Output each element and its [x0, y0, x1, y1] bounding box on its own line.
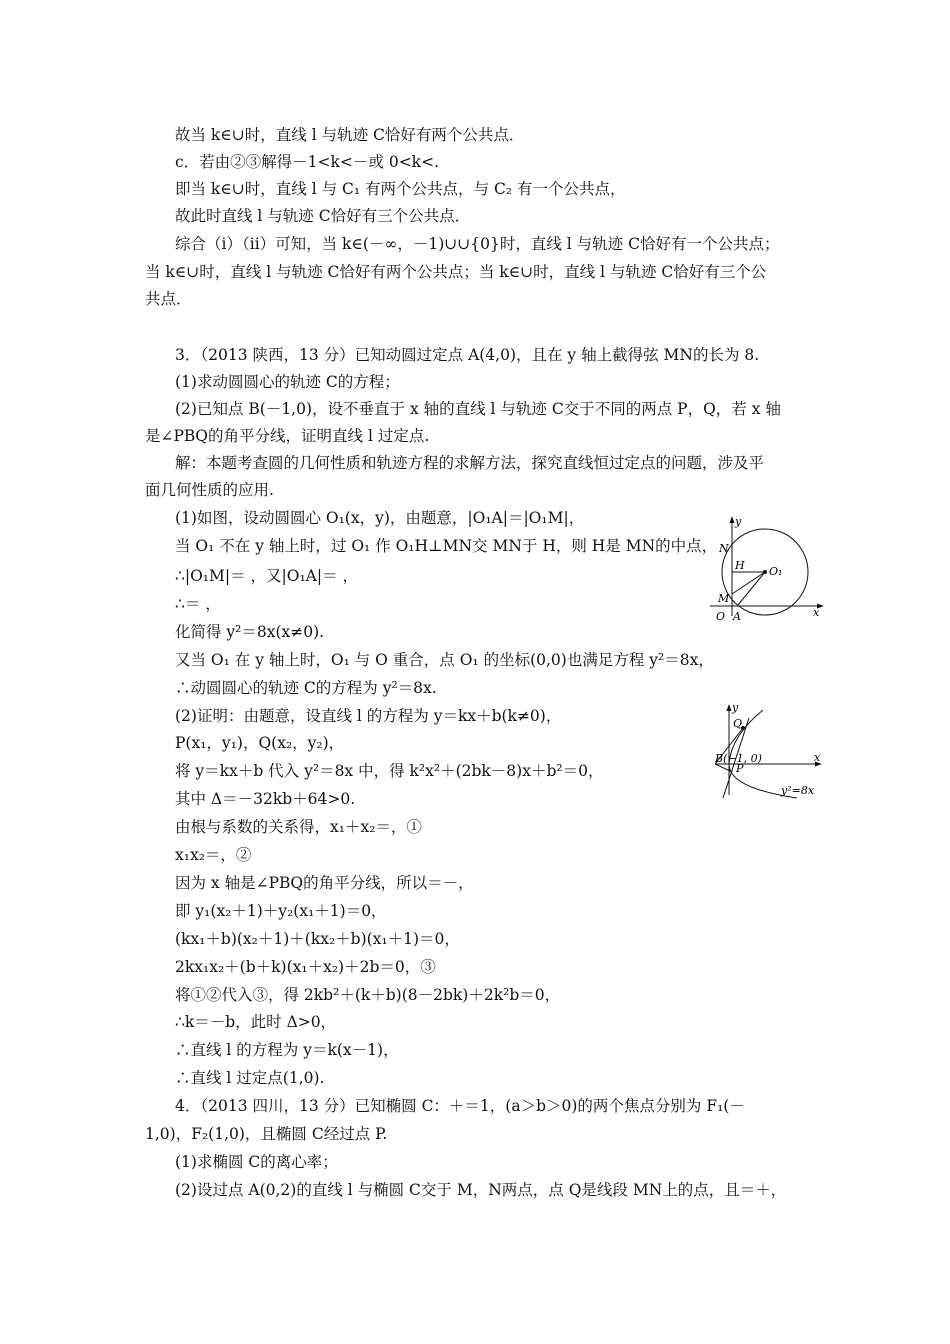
text-line: 其中 Δ＝－32kb＋64>0.	[175, 790, 356, 808]
circle-figure	[700, 512, 830, 627]
text-line: 化简得 y²＝8x(x≠0).	[175, 623, 325, 641]
segment-o1a	[738, 572, 765, 605]
text-line: 故此时直线 l 与轨迹 C恰好有三个公共点．	[175, 207, 471, 225]
n-label: N	[719, 542, 729, 555]
segment-o1m	[732, 572, 765, 594]
y-label: y	[732, 701, 739, 714]
h-label: H	[735, 559, 745, 572]
text-line: 面几何性质的应用.	[145, 481, 274, 499]
text-line: 1,0)，F₂(1,0)，且椭圆 C经过点 P.	[145, 1125, 388, 1143]
text-line: (2)证明：由题意，设直线 l 的方程为 y＝kx＋b(k≠0)，	[175, 707, 562, 725]
text-line: 共点．	[145, 290, 192, 308]
text-line: (2)设过点 A(0,2)的直线 l 与椭圆 C交于 M，N两点，点 Q是线段 MN上的点，且＝＋，	[175, 1181, 787, 1199]
text-line: 是∠PBQ的角平分线，证明直线 l 过定点.	[145, 427, 430, 445]
text-line: 由根与系数的关系得，x₁＋x₂＝，①	[175, 818, 422, 836]
text-line: (1)求动圆圆心的轨迹 C的方程；	[175, 373, 400, 391]
text-line: 因为 x 轴是∠PBQ的角平分线，所以＝－，	[175, 874, 474, 892]
text-line: x₁x₂＝，②	[175, 846, 252, 864]
text-line: ∴k＝－b，此时 Δ>0，	[175, 1013, 337, 1031]
text-line: ∴|O₁M|＝ ，又|O₁A|＝ ，	[175, 567, 359, 585]
a-label: A	[733, 610, 741, 623]
x-label: x	[813, 606, 820, 619]
parabola-figure	[715, 700, 825, 800]
text-line: 综合（ⅰ）（ⅱ）可知，当 k∈(－∞，－1)∪∪{0}时，直线 l 与轨迹 C恰好有一个公共点；	[175, 235, 780, 253]
text-line: (2)已知点 B(－1,0)，设不垂直于 x 轴的直线 l 与轨迹 C交于不同的两点 P，Q，若 x 轴	[175, 400, 781, 418]
curve-label: y²=8x	[781, 784, 815, 797]
text-line: 当 O₁ 不在 y 轴上时，过 O₁ 作 O₁H⊥MN交 MN于 H，则 H是 MN的中点，	[175, 537, 718, 555]
q-label: Q	[733, 717, 743, 730]
text-line: ∴动圆圆心的轨迹 C的方程为 y²＝8x.	[175, 679, 437, 697]
text-line: (1)如图，设动圆圆心 O₁(x，y)，由题意，|O₁A|＝|O₁M|，	[175, 509, 585, 527]
text-line: 故当 k∈∪时，直线 l 与轨迹 C恰好有两个公共点．	[175, 126, 525, 144]
text-line: (1)求椭圆 C的离心率；	[175, 1153, 338, 1171]
text-line: c．若由②③解得－1<k<－或 0<k<.	[175, 153, 439, 171]
b-label: B(−1, 0)	[715, 752, 762, 765]
text-line: (kx₁＋b)(x₂＋1)＋(kx₂＋b)(x₁＋1)＝0，	[175, 930, 460, 948]
problem-3-title: 3．（2013 陕西，13 分）已知动圆过定点 A(4,0)，且在 y 轴上截得弦 MN的长为 8.	[175, 346, 760, 364]
text-line: 即 y₁(x₂＋1)＋y₂(x₁＋1)＝0，	[175, 902, 387, 920]
text-line: 当 k∈∪时，直线 l 与轨迹 C恰好有两个公共点；当 k∈∪时，直线 l 与轨迹 C恰好有三个公	[145, 263, 767, 281]
y-axis-arrow	[727, 704, 732, 711]
text-line: ∴直线 l 过定点(1,0).	[175, 1069, 325, 1087]
p-label: P	[736, 762, 744, 775]
text-line: 2kx₁x₂＋(b＋k)(x₁＋x₂)＋2b＝0，③	[175, 958, 436, 976]
text-line: P(x₁，y₁)，Q(x₂，y₂)，	[175, 734, 345, 752]
text-line: ∴＝ ，	[175, 595, 221, 613]
o-label: O	[716, 610, 726, 623]
center-point	[763, 570, 767, 574]
x-label: x	[814, 751, 821, 764]
y-label: y	[735, 515, 742, 528]
problem-4-title: 4．（2013 四川，13 分）已知椭圆 C：＋＝1，(a＞b＞0)的两个焦点分别为 F₁(－	[175, 1097, 745, 1115]
y-axis-arrow	[730, 516, 735, 523]
text-line: 将 y＝kx＋b 代入 y²＝8x 中，得 k²x²＋(2bk－8)x＋b²＝0，	[175, 762, 604, 780]
text-line: 又当 O₁ 在 y 轴上时，O₁ 与 O 重合，点 O₁ 的坐标(0,0)也满足方程 y²＝8x，	[175, 651, 714, 669]
text-line: 即当 k∈∪时，直线 l 与 C₁ 有两个公共点，与 C₂ 有一个公共点，	[175, 180, 626, 198]
o1-label: O₁	[769, 565, 783, 578]
text-line: 解：本题考查圆的几何性质和轨迹方程的求解方法，探究直线恒过定点的问题，涉及平	[175, 454, 765, 472]
text-line: 将①②代入③，得 2kb²＋(k＋b)(8－2bk)＋2k²b＝0，	[175, 986, 561, 1004]
m-label: M	[718, 592, 730, 605]
text-line: ∴直线 l 的方程为 y＝k(x－1)，	[175, 1041, 399, 1059]
